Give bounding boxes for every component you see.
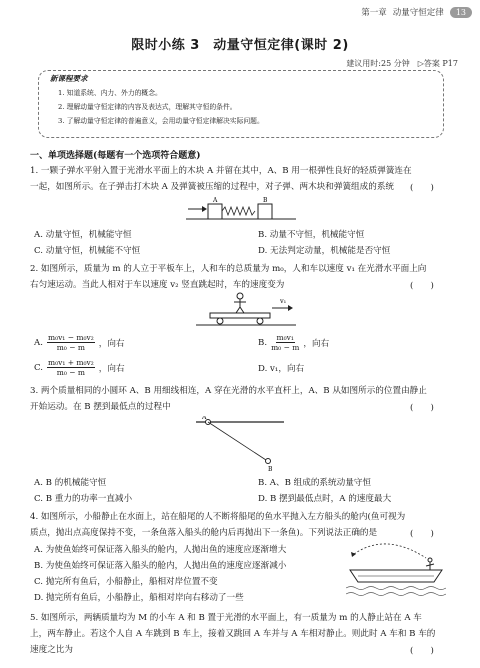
numerator: m₀v₁ + m₀v₂: [48, 358, 94, 367]
denominator: m₀ − m: [271, 343, 300, 352]
block-b: [258, 204, 272, 219]
person-leg: [240, 307, 244, 313]
velocity-label: v₁: [280, 297, 287, 305]
q5-text-line2: 上，两车静止。若这个人自 A 车跳到 B 车上，接着又跳回 A 车并与 A 车相对静止。则此时 A 车和 B 车的: [30, 629, 436, 639]
q3-option-d[interactable]: D. B 摆到最低点时，A 的速度最大: [258, 494, 392, 504]
option-letter: C.: [34, 362, 44, 373]
q1-option-d[interactable]: D. 无法判定动量，机械能是否守恒: [258, 246, 391, 256]
q2-text-line1: 2. 如图所示，质量为 m 的人立于平板车上，人和车的总质量为 m₀，人和车以速度 v₁ 在光滑水平面上向: [30, 264, 427, 274]
water-wave: [346, 587, 446, 590]
person-head: [428, 558, 432, 562]
block-a: [208, 204, 222, 219]
label-b: B: [263, 197, 268, 204]
q1-option-c[interactable]: C. 动量守恒，机械能不守恒: [34, 246, 141, 256]
q5-answer-blank: ( ): [410, 646, 434, 656]
q2-option-b[interactable]: [258, 333, 329, 352]
numerator: m₀v₁: [276, 333, 294, 342]
q4-figure: [346, 540, 446, 602]
q4-option-a[interactable]: A. 为使鱼始终可保证落入船头的舱内，人抛出鱼的速度应逐渐增大: [34, 545, 287, 555]
time-and-answer-note: 建议用时:25 分钟 ▷答案 P17: [346, 59, 458, 68]
page-title: 限时小练 3 动量守恒定律(课时 2): [131, 38, 349, 53]
cart-wheel: [257, 318, 263, 324]
q4-text-line2: 质点，抛出点高度保持不变，一条鱼落入船头的舱内后再抛出下一条鱼)。下列说法正确的是: [30, 528, 378, 538]
label-a: A: [202, 416, 207, 421]
spring: [222, 207, 255, 215]
q4-text-line1: 4. 如图所示，小船静止在水面上，站在船尾的人不断将船尾的鱼水平抛入左方船头的舱内(鱼可视为: [30, 512, 406, 522]
q1-option-a[interactable]: A. 动量守恒，机械能守恒: [34, 230, 132, 240]
numerator: m₀v₁ − m₀v₂: [47, 333, 94, 342]
water-wave: [346, 593, 446, 596]
goal-item: 3. 了解动量守恒定律的普遍意义，会用动量守恒定律解决实际问题。: [58, 117, 264, 125]
q3-text-line2: 开始运动。在 B 摆到最低点的过程中: [30, 402, 171, 412]
cart-body: [210, 313, 270, 318]
q2-option-d[interactable]: D. v₁，向右: [258, 364, 305, 374]
direction: ，向右: [98, 338, 125, 349]
fraction: [271, 333, 299, 352]
cart-wheel: [217, 318, 223, 324]
q1-figure: [186, 195, 296, 225]
denominator: m₀ − m: [56, 368, 86, 377]
q4-option-d[interactable]: D. 抛完所有鱼后，小船静止，船相对岸向右移动了一些: [34, 593, 244, 603]
chapter-label: 第一章: [361, 8, 387, 18]
q1-text-line1: 1. 一颗子弹水平射入置于光滑水平面上的木块 A 并留在其中，A、B 用一根弹性良好的轻质弹簧连在: [30, 166, 412, 176]
section-heading: 一、单项选择题(每题有一个选项符合题意): [30, 151, 201, 161]
q3-option-a[interactable]: A. B 的机械能守恒: [34, 478, 107, 488]
topic-label: 动量守恒定律: [392, 8, 444, 18]
q4-answer-blank: ( ): [410, 529, 434, 539]
fish-trajectory: [354, 544, 426, 558]
q5-text-line3: 速度之比为: [30, 645, 73, 655]
q4-option-b[interactable]: B. 为使鱼始终可保证落入船头的舱内，人抛出鱼的速度应逐渐减小: [34, 561, 287, 571]
bullet-arrow-head: [202, 206, 207, 212]
velocity-arrow-head: [288, 305, 293, 311]
page-header: [361, 6, 472, 18]
goal-item: 2. 理解动量守恒定律的内容及表达式，理解其守恒的条件。: [58, 103, 237, 111]
option-letter: B.: [258, 337, 268, 348]
fraction: [47, 333, 95, 352]
q1-option-b[interactable]: B. 动量不守恒，机械能守恒: [258, 230, 365, 240]
person-head: [237, 293, 243, 299]
ring-b: [266, 459, 271, 464]
option-letter: A.: [34, 337, 43, 348]
direction: ，向右: [303, 338, 330, 349]
q2-text-line2: 右匀速运动。当此人相对于车以速度 v₂ 竖直跳起时，车的速度变为: [30, 280, 285, 290]
goal-item: 1. 知道系统、内力、外力的概念。: [58, 89, 162, 97]
q5-text-line1: 5. 如图所示，两辆质量均为 M 的小车 A 和 B 置于光滑的水平面上，有一质量为 m 的人静止站在 A 车: [30, 613, 422, 623]
q2-option-c[interactable]: [34, 358, 125, 377]
fraction: [47, 358, 95, 377]
q3-option-c[interactable]: C. B 重力的功率一直减小: [34, 494, 133, 504]
q3-figure: [196, 416, 286, 472]
q1-text-line2: 一起，如图所示。在子弹击打木块 A 及弹簧被压缩的过程中，对子弹、两木块和弹簧组成的系统: [30, 182, 395, 192]
page-number-badge: 13: [450, 7, 472, 18]
q2-answer-blank: ( ): [410, 281, 434, 291]
q4-option-c[interactable]: C. 抛完所有鱼后，小船静止，船相对岸位置不变: [34, 577, 218, 587]
q3-text-line1: 3. 两个质量相同的小圆环 A、B 用细线相连，A 穿在光滑的水平直杆上，A、B 从如图所示的位置由静止: [30, 386, 427, 396]
q3-answer-blank: ( ): [410, 403, 434, 413]
label-a: A: [213, 197, 218, 204]
string: [208, 422, 266, 460]
q3-option-b[interactable]: B. A、B 组成的系统动量守恒: [258, 478, 371, 488]
goals-heading: 新课程要求: [50, 74, 88, 83]
denominator: m₀ − m: [56, 343, 85, 352]
q2-figure: [196, 292, 296, 328]
label-b: B: [268, 466, 273, 472]
person-leg: [236, 307, 240, 313]
direction: ，向右: [98, 363, 125, 374]
q2-option-a[interactable]: [34, 333, 125, 352]
q1-answer-blank: ( ): [410, 183, 434, 193]
